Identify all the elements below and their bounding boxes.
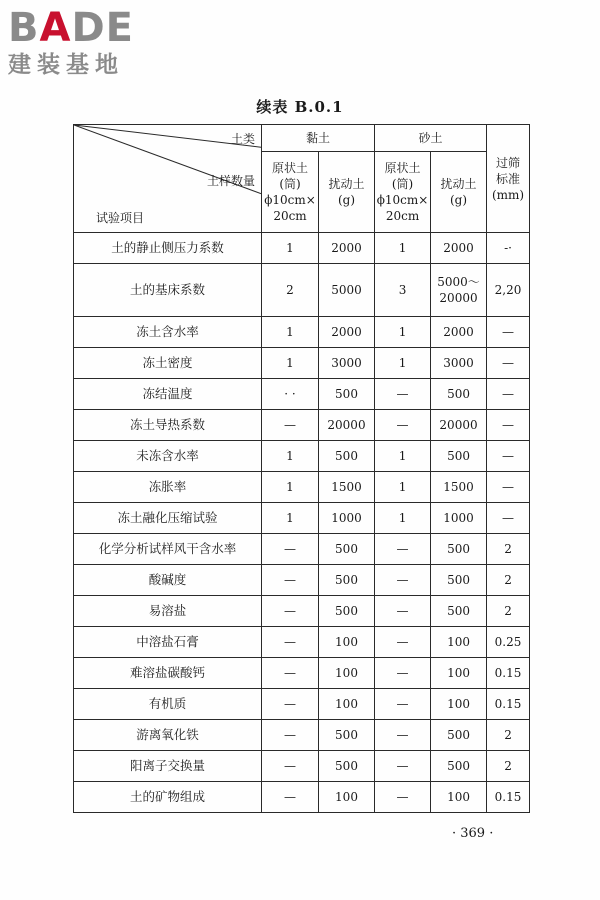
sieve-standard: 2 [487,534,530,565]
clay-disturbed-qty: 500 [319,379,375,410]
sand-undisturbed-qty: 1 [375,472,431,503]
sand-disturbed-qty: 500 [431,720,487,751]
clay-undisturbed-qty: — [262,782,319,813]
header-row-1 [74,125,530,152]
clay-disturbed-qty: 100 [319,658,375,689]
clay-header: 黏土 [262,125,375,152]
clay-undisturbed-qty: — [262,689,319,720]
sand-undisturbed-qty: — [375,658,431,689]
sand-undisturbed-qty: 1 [375,441,431,472]
sand-disturbed-qty: 1500 [431,472,487,503]
clay-disturbed-qty: 100 [319,782,375,813]
logo-letters: DE [71,5,134,51]
test-item-name: 冻结温度 [74,379,262,410]
sand-undisturbed-qty: — [375,379,431,410]
test-item-name: 冻土融化压缩试验 [74,503,262,534]
clay-undisturbed-qty: — [262,720,319,751]
sample-quantity-table [73,124,530,813]
sand-undisturbed-header: 原状土 (筒) ϕ10cm× 20cm [375,152,431,233]
logo [8,6,208,80]
table-row [74,782,530,813]
test-item-name: 易溶盐 [74,596,262,627]
logo-letters: B [8,5,40,51]
clay-disturbed-qty: 2000 [319,233,375,264]
sieve-standard: 0.25 [487,627,530,658]
logo-accent-letter: A [39,5,72,51]
sieve-standard: -· [487,233,530,264]
table-row [74,264,530,317]
clay-undisturbed-qty: — [262,565,319,596]
diagonal-header-cell [74,125,262,233]
clay-disturbed-qty: 1500 [319,472,375,503]
soil-type-label: 土类 [230,132,255,146]
table-row [74,720,530,751]
sand-disturbed-qty: 100 [431,689,487,720]
clay-disturbed-qty: 500 [319,751,375,782]
clay-disturbed-qty: 100 [319,689,375,720]
clay-disturbed-qty: 5000 [319,264,375,317]
sand-disturbed-qty: 3000 [431,348,487,379]
sand-disturbed-qty: 500 [431,751,487,782]
clay-undisturbed-qty: 1 [262,503,319,534]
table-row [74,627,530,658]
table-row [74,534,530,565]
table-row [74,751,530,782]
clay-undisturbed-qty: — [262,658,319,689]
sand-undisturbed-qty: — [375,627,431,658]
sand-disturbed-qty: 500 [431,379,487,410]
sieve-standard: — [487,503,530,534]
clay-disturbed-qty: 500 [319,720,375,751]
sieve-standard: — [487,317,530,348]
sand-undisturbed-qty: 1 [375,233,431,264]
clay-disturbed-qty: 500 [319,534,375,565]
table-row [74,503,530,534]
sieve-standard: — [487,410,530,441]
table-row [74,317,530,348]
table-row [74,565,530,596]
sieve-standard: — [487,379,530,410]
test-item-name: 冻胀率 [74,472,262,503]
clay-undisturbed-qty: 1 [262,441,319,472]
sand-header: 砂土 [375,125,487,152]
test-item-name: 化学分析试样风干含水率 [74,534,262,565]
sand-undisturbed-qty: — [375,751,431,782]
test-item-name: 土的基床系数 [74,264,262,317]
sieve-standard: 2,20 [487,264,530,317]
test-item-label: 试验项目 [96,211,145,225]
clay-disturbed-qty: 500 [319,565,375,596]
table-row [74,658,530,689]
test-item-name: 酸碱度 [74,565,262,596]
clay-undisturbed-qty: 1 [262,472,319,503]
sand-disturbed-qty: 100 [431,782,487,813]
sieve-standard: 2 [487,596,530,627]
clay-undisturbed-qty: 1 [262,348,319,379]
logo-wordmark [8,6,208,50]
sand-disturbed-qty: 500 [431,596,487,627]
sand-disturbed-qty: 500 [431,565,487,596]
sand-disturbed-qty: 500 [431,441,487,472]
sand-disturbed-qty: 1000 [431,503,487,534]
sand-undisturbed-qty: 1 [375,503,431,534]
clay-disturbed-qty: 500 [319,596,375,627]
table-row [74,596,530,627]
test-item-name: 冻土导热系数 [74,410,262,441]
sand-disturbed-qty: 100 [431,658,487,689]
clay-disturbed-qty: 20000 [319,410,375,441]
page-number: · 369 · [452,826,494,841]
sieve-standard: 0.15 [487,658,530,689]
sand-disturbed-header: 扰动土 (g) [431,152,487,233]
table-row [74,379,530,410]
sieve-standard: 2 [487,720,530,751]
sieve-header: 过筛 标准 (mm) [487,125,530,233]
clay-undisturbed-qty: 2 [262,264,319,317]
sand-disturbed-qty: 20000 [431,410,487,441]
clay-disturbed-qty: 500 [319,441,375,472]
sand-undisturbed-qty: — [375,534,431,565]
clay-undisturbed-qty: — [262,627,319,658]
table-caption: 续表 B.0.1 [256,98,344,116]
logo-subtitle: 建装基地 [8,52,124,78]
table-row [74,410,530,441]
table-row [74,472,530,503]
clay-undisturbed-qty: 1 [262,233,319,264]
table-row [74,689,530,720]
sieve-standard: — [487,472,530,503]
sand-undisturbed-qty: — [375,565,431,596]
sand-undisturbed-qty: — [375,596,431,627]
test-item-name: 阳离子交换量 [74,751,262,782]
clay-disturbed-qty: 3000 [319,348,375,379]
sieve-standard: 2 [487,565,530,596]
table-row [74,233,530,264]
sand-undisturbed-qty: — [375,720,431,751]
test-item-name: 难溶盐碳酸钙 [74,658,262,689]
sand-undisturbed-qty: — [375,689,431,720]
clay-undisturbed-qty: — [262,410,319,441]
sand-undisturbed-qty: 3 [375,264,431,317]
clay-undisturbed-header: 原状土 (筒) ϕ10cm× 20cm [262,152,319,233]
clay-disturbed-header: 扰动土 (g) [319,152,375,233]
sand-disturbed-qty: 500 [431,534,487,565]
clay-disturbed-qty: 100 [319,627,375,658]
test-item-name: 土的静止侧压力系数 [74,233,262,264]
test-item-name: 冻土含水率 [74,317,262,348]
test-item-name: 中溶盐石膏 [74,627,262,658]
sieve-standard: 0.15 [487,689,530,720]
clay-undisturbed-qty: · · [262,379,319,410]
table-row [74,348,530,379]
sample-qty-label: 土样数量 [206,174,255,188]
sieve-standard: 2 [487,751,530,782]
clay-undisturbed-qty: 1 [262,317,319,348]
clay-undisturbed-qty: — [262,751,319,782]
sand-disturbed-qty: 100 [431,627,487,658]
clay-disturbed-qty: 1000 [319,503,375,534]
clay-undisturbed-qty: — [262,596,319,627]
clay-undisturbed-qty: — [262,534,319,565]
clay-disturbed-qty: 2000 [319,317,375,348]
sieve-standard: 0.15 [487,782,530,813]
sand-undisturbed-qty: — [375,410,431,441]
sand-undisturbed-qty: — [375,782,431,813]
sand-disturbed-qty: 2000 [431,233,487,264]
test-item-name: 有机质 [74,689,262,720]
sand-disturbed-qty: 5000～ 20000 [431,264,487,317]
sieve-standard: — [487,348,530,379]
sand-undisturbed-qty: 1 [375,317,431,348]
sieve-standard: — [487,441,530,472]
sand-disturbed-qty: 2000 [431,317,487,348]
test-item-name: 游离氧化铁 [74,720,262,751]
test-item-name: 冻土密度 [74,348,262,379]
sand-undisturbed-qty: 1 [375,348,431,379]
table-row [74,441,530,472]
test-item-name: 土的矿物组成 [74,782,262,813]
test-item-name: 未冻含水率 [74,441,262,472]
